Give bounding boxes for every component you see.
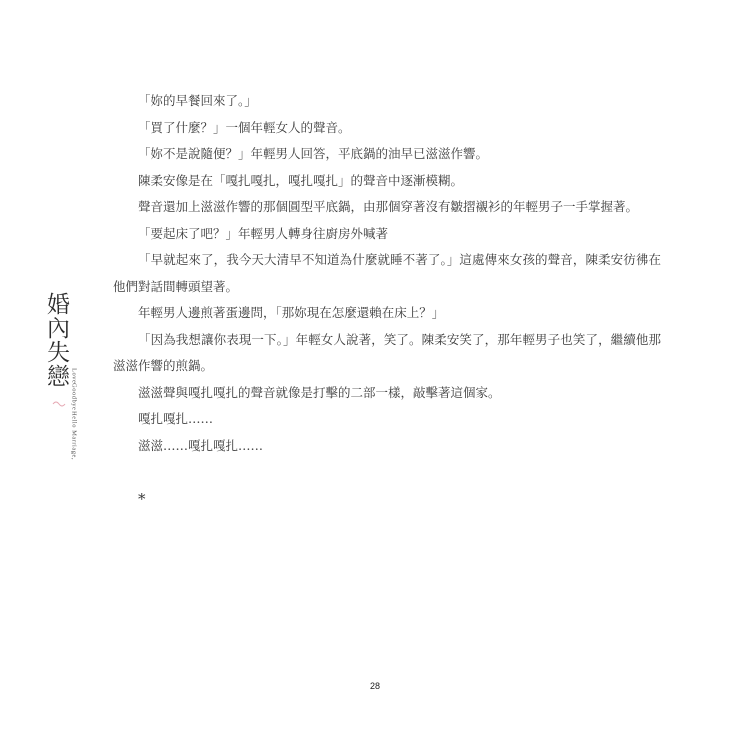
paragraph: 「買了什麼？」一個年輕女人的聲音。 — [138, 119, 351, 135]
subtitle-line-1: Hello Marriage, — [70, 410, 78, 460]
subtitle-line-3: Love — [70, 368, 78, 384]
page-number: 28 — [369, 681, 380, 691]
paragraph: 滋滋聲與嘎扎嘎扎的聲音就像是打擊的二部一樣，敲擊著這個家。 — [138, 384, 501, 400]
book-subtitle — [69, 368, 77, 460]
paragraph: 年輕男人邊煎著蛋邊問，「那妳現在怎麼還賴在床上？」 — [138, 305, 445, 320]
paragraph: 「早就起來了，我今天大清早不知道為什麼就睡不著了。」這處傳來女孩的聲音，陳柔安彷彿在他們對話間轉頭望著。 — [113, 252, 661, 294]
paragraph: 「妳不是說隨便？」年輕男人回答，平底鍋的油早已滋滋作響。 — [138, 146, 489, 161]
paragraph: 「妳的早餐回來了。」 — [138, 93, 257, 108]
book-title: 婚內失戀 — [43, 292, 69, 388]
side-title-block — [44, 292, 77, 460]
paragraph: 陳柔安像是在「嘎扎嘎扎，嘎扎嘎扎」的聲音中逐漸模糊。 — [138, 172, 464, 188]
paragraph: 滋滋……嘎扎嘎扎…… — [138, 437, 264, 453]
paragraph: 「因為我想讓你表現一下。」年輕女人說著，笑了。陳柔安笑了，那年輕男子也笑了，繼續他那滋滋作響的煎鍋。 — [113, 331, 661, 373]
paragraph: 嘎扎嘎扎…… — [138, 411, 214, 426]
paragraph: 「要起床了吧？」年輕男人轉身往廚房外喊著 — [138, 225, 389, 241]
section-break: * — [138, 489, 146, 508]
blank-line — [113, 459, 661, 486]
subtitle-line-2: Goodbye — [70, 383, 78, 411]
heart-ornament-icon — [52, 400, 66, 408]
paragraph: 聲音還加上滋滋作響的那個圓型平底鍋，由那個穿著沒有皺摺襯衫的年輕男子一手掌握著。 — [138, 199, 639, 214]
body-text — [113, 88, 661, 512]
